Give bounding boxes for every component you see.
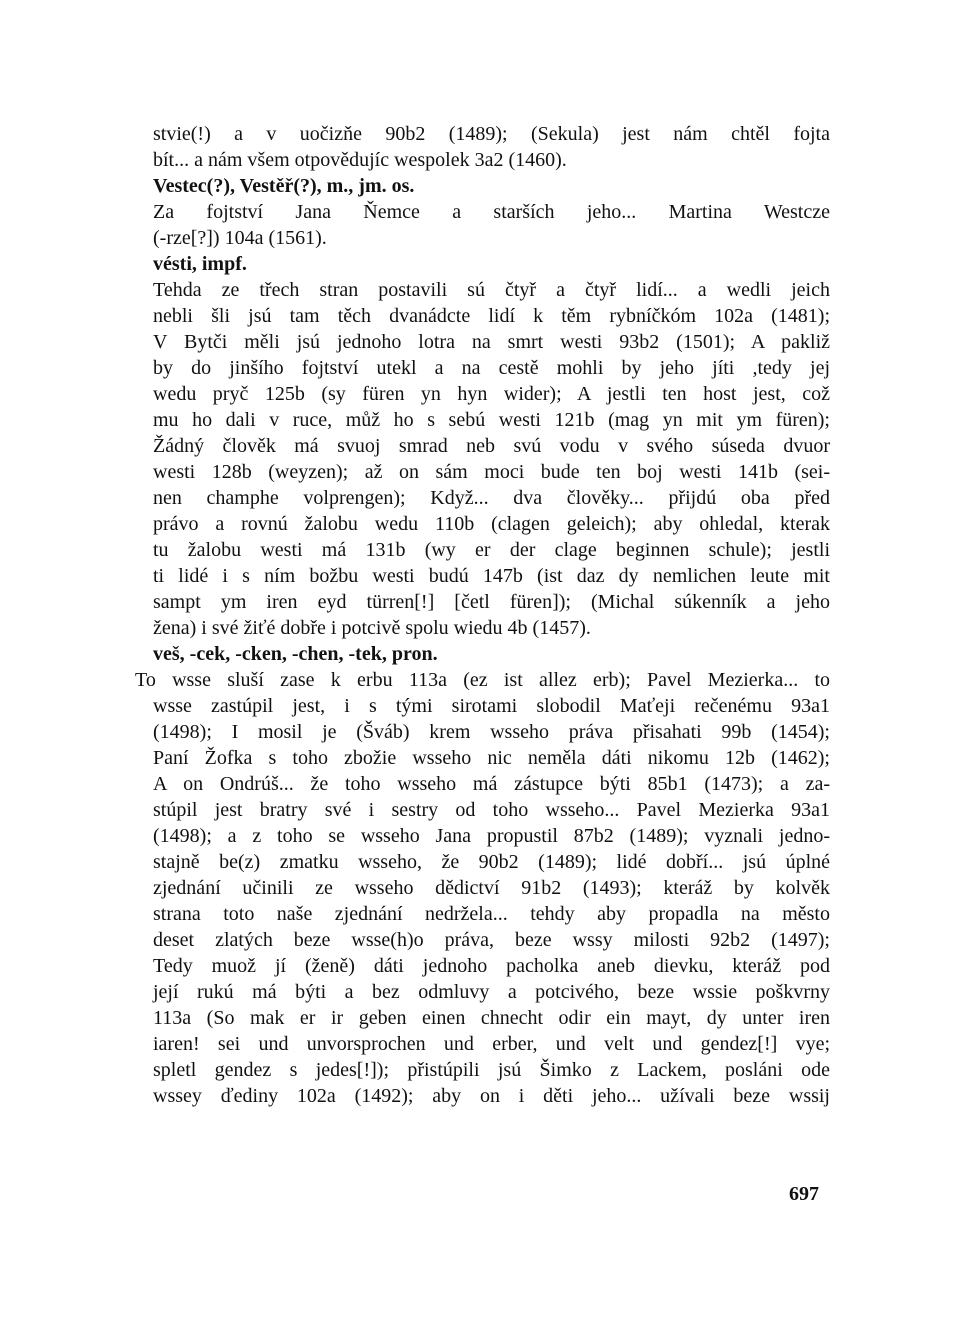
text-line: bít... a nám všem otpovědujíc wespolek 3a2 (1460).: [153, 149, 567, 171]
text-line: Tehda ze třech stran postavili sú čtyř a čtyř lidí... a wedli jeich: [153, 279, 830, 301]
text-line: žena) i své žiťé dobře i potcivě spolu wiedu 4b (1457).: [153, 617, 591, 639]
text-line: 113a (So mak er ir geben einen chnecht odir ein mayt, dy unter iren: [153, 1007, 830, 1029]
text-line: (1498); I mosil je (Šváb) krem wsseho práva přisahati 99b (1454);: [153, 721, 830, 743]
text-line: deset zlatých beze wsse(h)o práva, beze wssy milosti 92b2 (1497);: [153, 929, 830, 951]
text-line: stajně be(z) zmatku wsseho, že 90b2 (1489); lidé dobří... jsú úplné: [153, 851, 830, 873]
text-line: strana toto naše zjednání nedržela... tehdy aby propadla na město: [153, 903, 830, 925]
text-line: (1498); a z toho se wsseho Jana propustil 87b2 (1489); vyznali jedno-: [153, 825, 830, 847]
text-line: stvie(!) a v uočizňe 90b2 (1489); (Sekula) jest nám chtěl fojta: [153, 123, 830, 145]
text-line: její rukú má býti a bez odmluvy a potcivého, beze wssie poškvrny: [153, 981, 830, 1003]
text-line: ti lidé i s ním božbu westi budú 147b (ist daz dy nemlichen leute mit: [153, 565, 830, 587]
text-line: Za fojtství Jana Ňemce a starších jeho... Martina Westcze: [153, 201, 830, 223]
text-line: Tedy muož jí (ženě) dáti jednoho pacholka aneb dievku, kteráž pod: [153, 955, 830, 977]
text-line: V Bytči měli jsú jednoho lotra na smrt westi 93b2 (1501); A pakliž: [153, 331, 830, 353]
text-line: iaren! sei und unvorsprochen und erber, und velt und gendez[!] vye;: [153, 1033, 830, 1055]
text-line: Paní Žofka s toho zbožie wsseho nic neměla dáti nikomu 12b (1462);: [153, 747, 830, 769]
text-line: wedu pryč 125b (sy füren yn hyn wider); A jestli ten host jest, což: [153, 383, 830, 405]
headword-line: vésti, impf.: [153, 253, 247, 275]
text-line: westi 128b (weyzen); až on sám moci bude ten boj westi 141b (sei-: [153, 461, 830, 483]
text-line: To wsse sluší zase k erbu 113a (ez ist allez erb); Pavel Mezierka... to: [135, 669, 830, 691]
text-line: A on Ondrúš... že toho wsseho má zástupce býti 85b1 (1473); a za-: [153, 773, 830, 795]
text-line: nen champhe volprengen); Když... dva člověky... přijdú oba před: [153, 487, 830, 509]
page-number: 697: [789, 1183, 819, 1205]
text-line: Žádný člověk má svuoj smrad neb svú vodu v svého súseda dvuor: [153, 435, 830, 457]
text-line: tu žalobu westi má 131b (wy er der clage beginnen schule); jestli: [153, 539, 830, 561]
text-line: mu ho dali v ruce, můž ho s sebú westi 121b (mag yn mit ym füren);: [153, 409, 830, 431]
text-line: by do jinšího fojtství utekl a na cestě mohli by jeho jíti ,tedy jej: [153, 357, 830, 379]
text-line: stúpil jest bratry své i sestry od toho wsseho... Pavel Mezierka 93a1: [153, 799, 830, 821]
text-line: sampt ym iren eyd türren[!] [četl füren]); (Michal súkenník a jeho: [153, 591, 830, 613]
text-line: wssey ďediny 102a (1492); aby on i děti jeho... užívali beze wssij: [153, 1085, 830, 1107]
text-line: spletl gendez s jedes[!]); přistúpili jsú Šimko z Lackem, posláni ode: [153, 1059, 830, 1081]
headword-line: Vestec(?), Vestěř(?), m., jm. os.: [153, 175, 415, 197]
text-line: právo a rovnú žalobu wedu 110b (clagen geleich); aby ohledal, kterak: [153, 513, 830, 535]
headword-line: veš, -cek, -cken, -chen, -tek, pron.: [153, 643, 438, 665]
text-line: (-rze[?]) 104a (1561).: [153, 227, 327, 249]
text-line: zjednání učinili ze wsseho dědictví 91b2 (1493); kteráž by kolvěk: [153, 877, 830, 899]
text-line: nebli šli jsú tam těch dvanádcte lidí k těm rybníčkóm 102a (1481);: [153, 305, 830, 327]
dictionary-entries: [135, 121, 830, 1109]
text-line: wsse zastúpil jest, i s tými sirotami slobodil Maťeji rečenému 93a1: [153, 695, 830, 717]
